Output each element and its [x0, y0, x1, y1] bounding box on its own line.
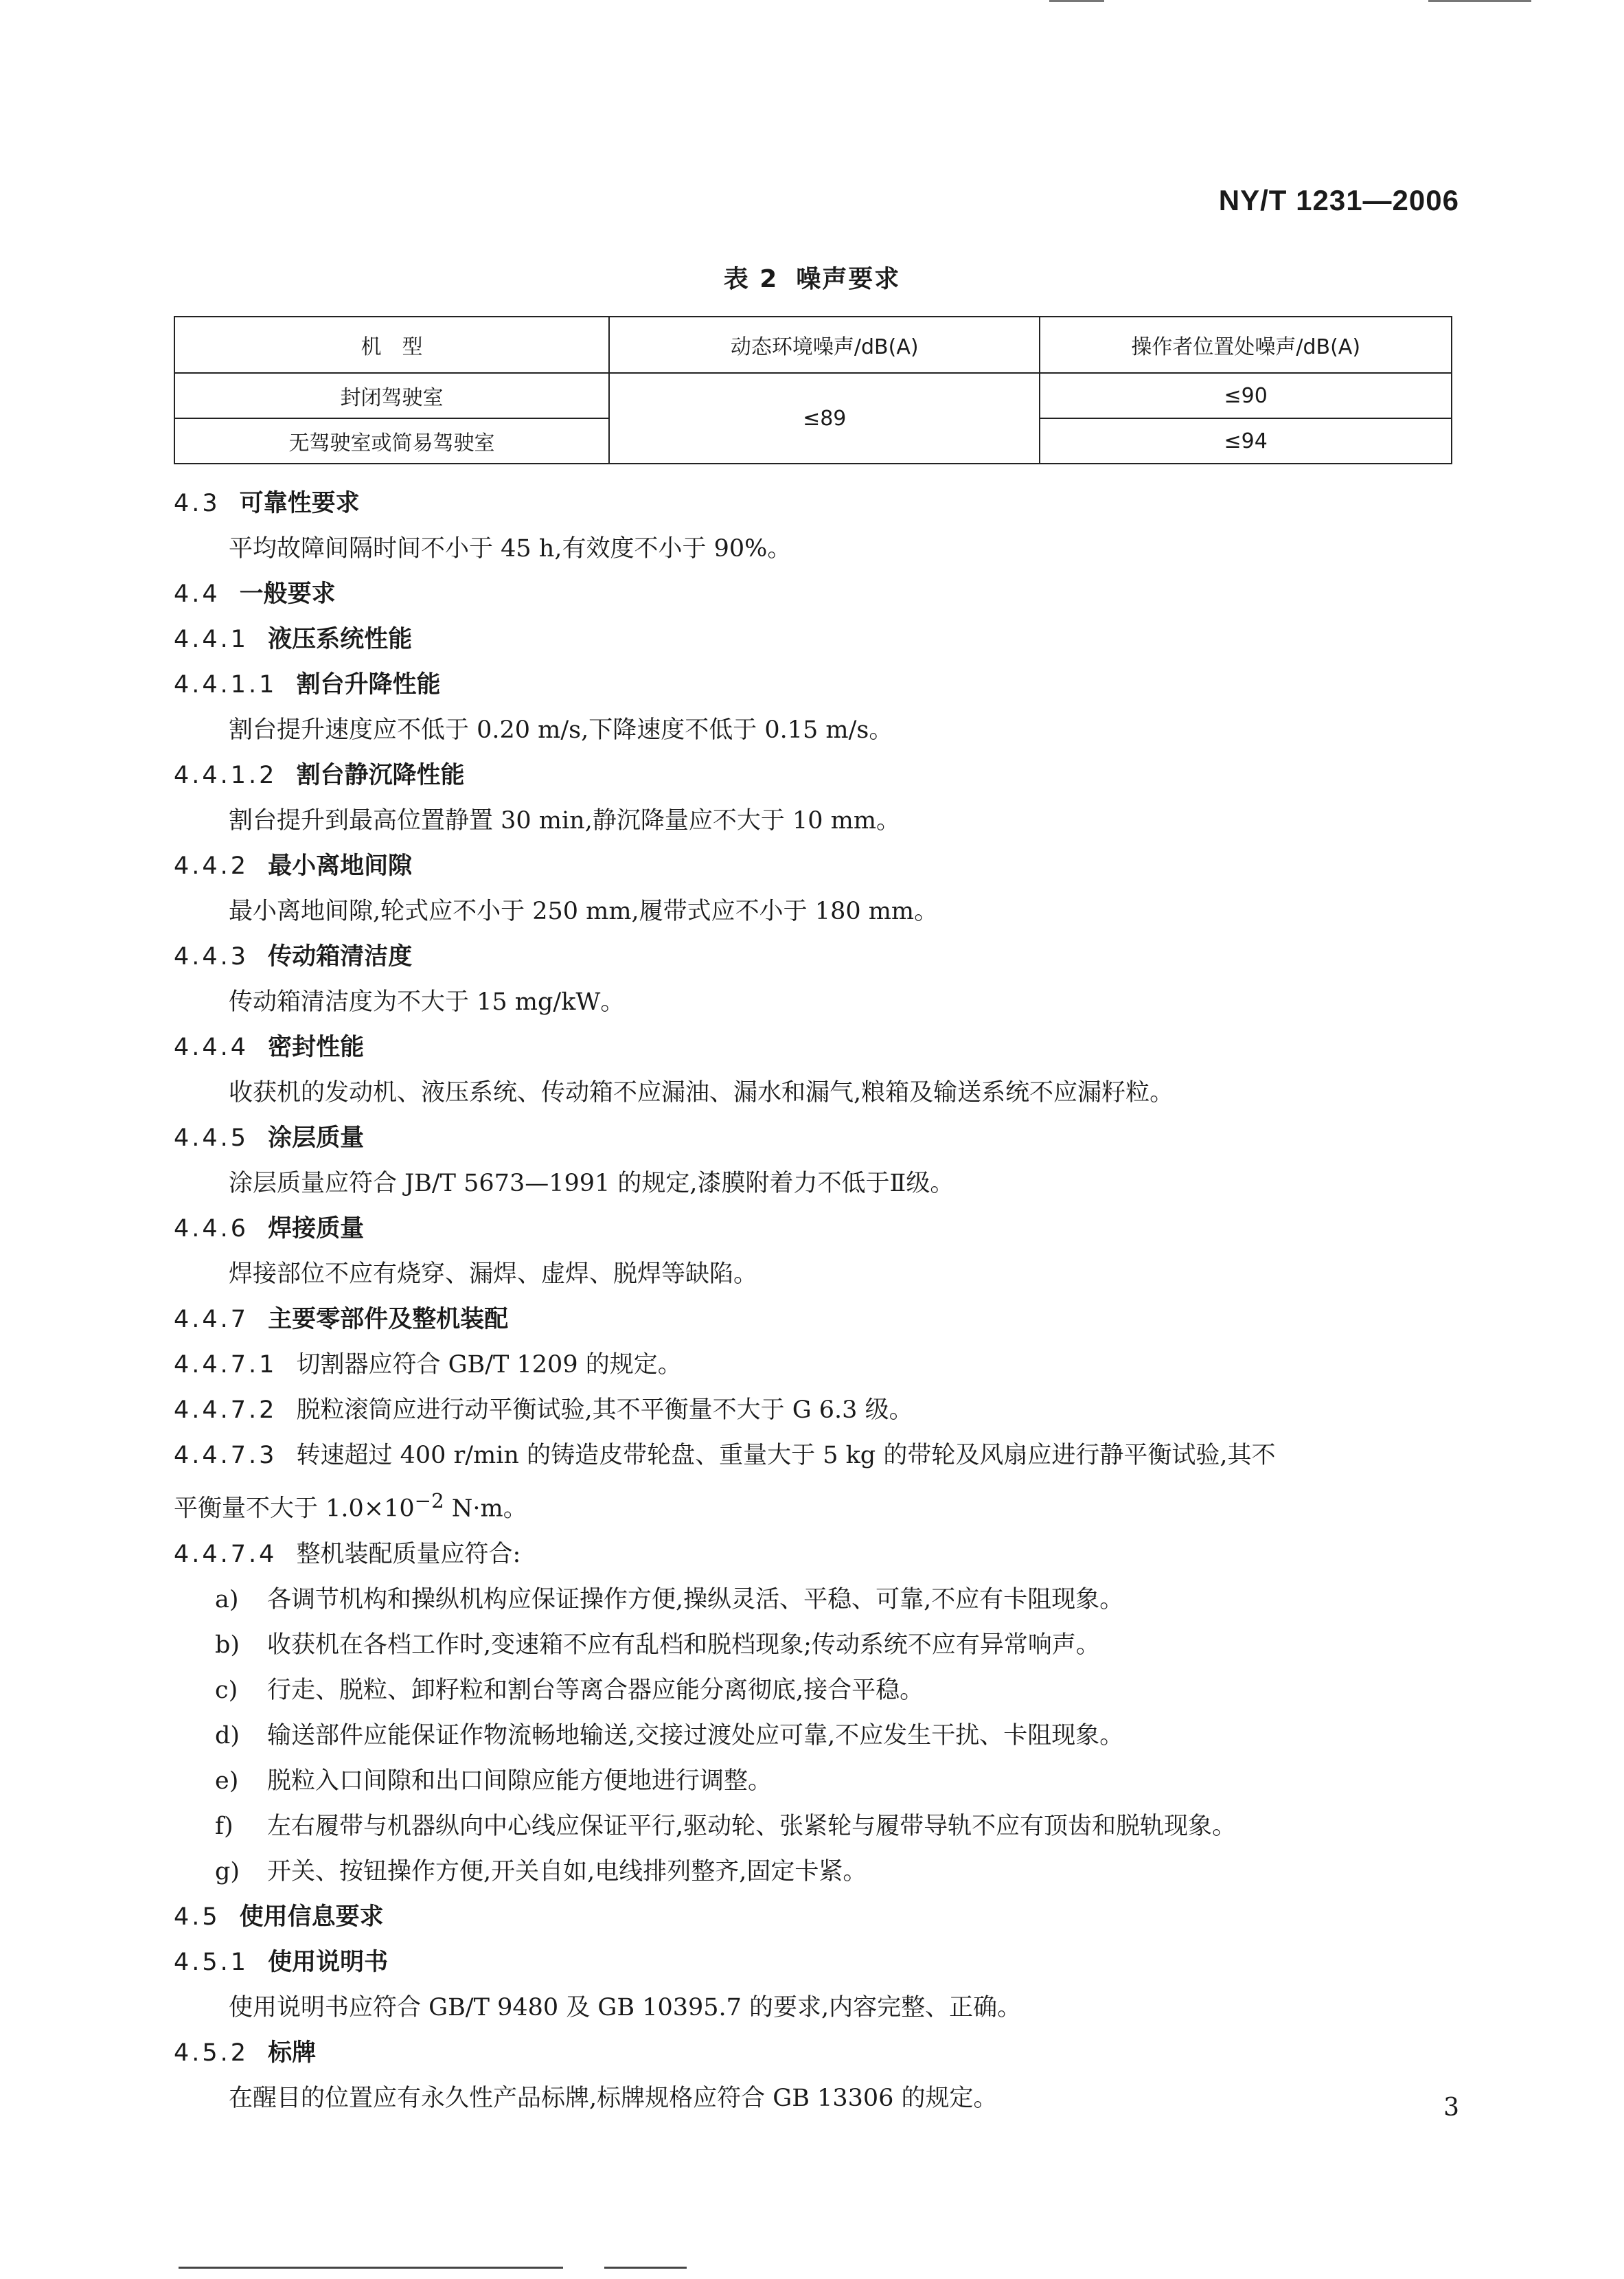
- section-title: 标牌: [268, 2039, 317, 2067]
- clause-text: 整机装配质量应符合:: [296, 1540, 521, 1568]
- list-item: [174, 1804, 1452, 1849]
- section-title: 传动箱清洁度: [268, 943, 413, 971]
- table-header-cell: 机 型: [174, 317, 609, 373]
- section-title: 割台静沉降性能: [296, 762, 465, 789]
- top-edge-line: [1049, 0, 1104, 2]
- table-cell-type: 无驾驶室或简易驾驶室: [174, 418, 609, 464]
- section-heading: [174, 843, 1452, 889]
- list-marker: e): [215, 1767, 239, 1795]
- clause-text: 转速超过 400 r/min 的铸造皮带轮盘、重量大于 5 kg 的带轮及风扇应进行静平衡试验,其不: [296, 1442, 1276, 1469]
- table-header-cell: 动态环境噪声/dB(A): [609, 317, 1040, 373]
- section-title: 焊接质量: [268, 1215, 365, 1243]
- numbered-clause: [174, 1532, 1452, 1577]
- paragraph: 最小离地间隙,轮式应不小于 250 mm,履带式应不小于 180 mm。: [229, 898, 939, 925]
- table-title: 噪声要求: [796, 265, 901, 293]
- list-text: 左右履带与机器纵向中心线应保证平行,驱动轮、张紧轮与履带导轨不应有顶齿和脱轨现象。: [267, 1812, 1237, 1840]
- list-text: 收获机在各档工作时,变速箱不应有乱档和脱档现象;传动系统不应有异常响声。: [267, 1631, 1100, 1659]
- section-number: 4.4.3: [174, 943, 249, 971]
- section-number: 4.5.1: [174, 1948, 249, 1976]
- list-item: [174, 1713, 1452, 1758]
- paragraph: 在醒目的位置应有永久性产品标牌,标牌规格应符合 GB 13306 的规定。: [229, 2084, 998, 2112]
- table-row: [174, 373, 1452, 418]
- top-edge-line: [1428, 0, 1531, 2]
- section-title: 一般要求: [239, 580, 336, 608]
- table-cell-operator: ≤94: [1040, 418, 1452, 464]
- table-cell-operator: ≤90: [1040, 373, 1452, 418]
- section-heading: [174, 617, 1452, 662]
- table-header-cell: 操作者位置处噪声/dB(A): [1040, 317, 1452, 373]
- table-caption: [0, 260, 1624, 295]
- section-number: 4.4.4: [174, 1034, 249, 1061]
- section-number: 4.4.5: [174, 1124, 249, 1152]
- paragraph: 焊接部位不应有烧穿、漏焊、虚焊、脱焊等缺陷。: [229, 1260, 758, 1288]
- paragraph: 割台提升到最高位置静置 30 min,静沉降量应不大于 10 mm。: [229, 807, 901, 835]
- exponent: −2: [414, 1489, 444, 1512]
- list-text: 输送部件应能保证作物流畅地输送,交接过渡处应可靠,不应发生干扰、卡阻现象。: [267, 1721, 1124, 1749]
- paragraph: 传动箱清洁度为不大于 15 mg/kW。: [229, 988, 625, 1016]
- section-title: 主要零部件及整机装配: [268, 1306, 509, 1333]
- section-number: 4.4.7: [174, 1306, 249, 1333]
- list-text: 开关、按钮操作方便,开关自如,电线排列整齐,固定卡紧。: [267, 1857, 867, 1885]
- noise-requirements-table: [174, 316, 1452, 464]
- section-number: 4.4: [174, 580, 220, 608]
- clause-text: 平衡量不大于 1.0×10: [174, 1495, 415, 1523]
- clause-text: 脱粒滚筒应进行动平衡试验,其不平衡量不大于 G 6.3 级。: [296, 1396, 913, 1424]
- list-marker: c): [215, 1676, 238, 1704]
- clause-continuation: [174, 1478, 1452, 1532]
- paragraph: 收获机的发动机、液压系统、传动箱不应漏油、漏水和漏气,粮箱及输送系统不应漏籽粒。: [229, 1079, 1174, 1107]
- clause-text: 切割器应符合 GB/T 1209 的规定。: [296, 1351, 682, 1379]
- list-item: [174, 1577, 1452, 1622]
- section-heading: [174, 481, 1452, 526]
- section-title: 密封性能: [268, 1034, 365, 1061]
- document-body: [174, 481, 1452, 2121]
- list-marker: b): [215, 1631, 240, 1659]
- section-number: 4.4.6: [174, 1215, 249, 1243]
- standard-number: NY/T 1231—2006: [1218, 184, 1459, 216]
- section-number: 4.5: [174, 1903, 220, 1931]
- section-heading: [174, 1894, 1452, 1940]
- section-number: 4.3: [174, 490, 220, 517]
- table-number: 表 2: [723, 265, 779, 293]
- numbered-clause: [174, 1342, 1452, 1387]
- list-item: [174, 1758, 1452, 1804]
- section-heading: [174, 571, 1452, 617]
- clause-number: 4.4.7.1: [174, 1351, 277, 1379]
- section-title: 液压系统性能: [268, 626, 413, 653]
- page-number: 3: [1443, 2094, 1459, 2122]
- bottom-edge-line: [179, 2267, 563, 2269]
- section-title: 使用信息要求: [239, 1903, 384, 1931]
- list-text: 脱粒入口间隙和出口间隙应能方便地进行调整。: [267, 1767, 773, 1795]
- section-heading: [174, 1940, 1452, 1985]
- table-header-row: [174, 317, 1452, 373]
- paragraph: 平均故障间隔时间不小于 45 h,有效度不小于 90%。: [229, 535, 792, 563]
- paragraph: 使用说明书应符合 GB/T 9480 及 GB 10395.7 的要求,内容完整、正确。: [229, 1993, 1022, 2021]
- section-number: 4.4.1.1: [174, 671, 277, 699]
- paragraph: 割台提升速度应不低于 0.20 m/s,下降速度不低于 0.15 m/s。: [229, 716, 893, 744]
- bottom-edge-line: [604, 2267, 687, 2269]
- clause-number: 4.4.7.2: [174, 1396, 277, 1424]
- section-heading: [174, 753, 1452, 798]
- list-item: [174, 1668, 1452, 1713]
- section-heading: [174, 2030, 1452, 2076]
- clause-text: N·m。: [444, 1495, 527, 1523]
- list-text: 行走、脱粒、卸籽粒和割台等离合器应能分离彻底,接合平稳。: [267, 1676, 924, 1704]
- section-heading: [174, 934, 1452, 979]
- list-item: [174, 1849, 1452, 1894]
- list-text: 各调节机构和操纵机构应保证操作方便,操纵灵活、平稳、可靠,不应有卡阻现象。: [267, 1585, 1124, 1613]
- section-heading: [174, 1025, 1452, 1070]
- section-number: 4.4.2: [174, 852, 249, 880]
- section-heading: [174, 1115, 1452, 1161]
- clause-number: 4.4.7.3: [174, 1442, 277, 1469]
- paragraph: 涂层质量应符合 JB/T 5673—1991 的规定,漆膜附着力不低于Ⅱ级。: [229, 1170, 954, 1197]
- section-number: 4.5.2: [174, 2039, 249, 2067]
- section-heading: [174, 1297, 1452, 1342]
- list-marker: f): [215, 1812, 233, 1840]
- section-title: 最小离地间隙: [268, 852, 413, 880]
- section-heading: [174, 1206, 1452, 1251]
- section-title: 使用说明书: [268, 1948, 389, 1976]
- numbered-clause: [174, 1387, 1452, 1433]
- section-number: 4.4.1.2: [174, 762, 277, 789]
- section-number: 4.4.1: [174, 626, 249, 653]
- list-marker: d): [215, 1721, 240, 1749]
- section-title: 可靠性要求: [239, 490, 360, 517]
- section-heading: [174, 662, 1452, 707]
- list-marker: g): [215, 1857, 240, 1885]
- table-cell-type: 封闭驾驶室: [174, 373, 609, 418]
- list-item: [174, 1622, 1452, 1668]
- clause-number: 4.4.7.4: [174, 1540, 277, 1568]
- numbered-clause: [174, 1433, 1452, 1478]
- table-cell-dynamic: ≤89: [609, 373, 1040, 464]
- list-marker: a): [215, 1585, 239, 1613]
- section-title: 涂层质量: [268, 1124, 365, 1152]
- section-title: 割台升降性能: [296, 671, 441, 699]
